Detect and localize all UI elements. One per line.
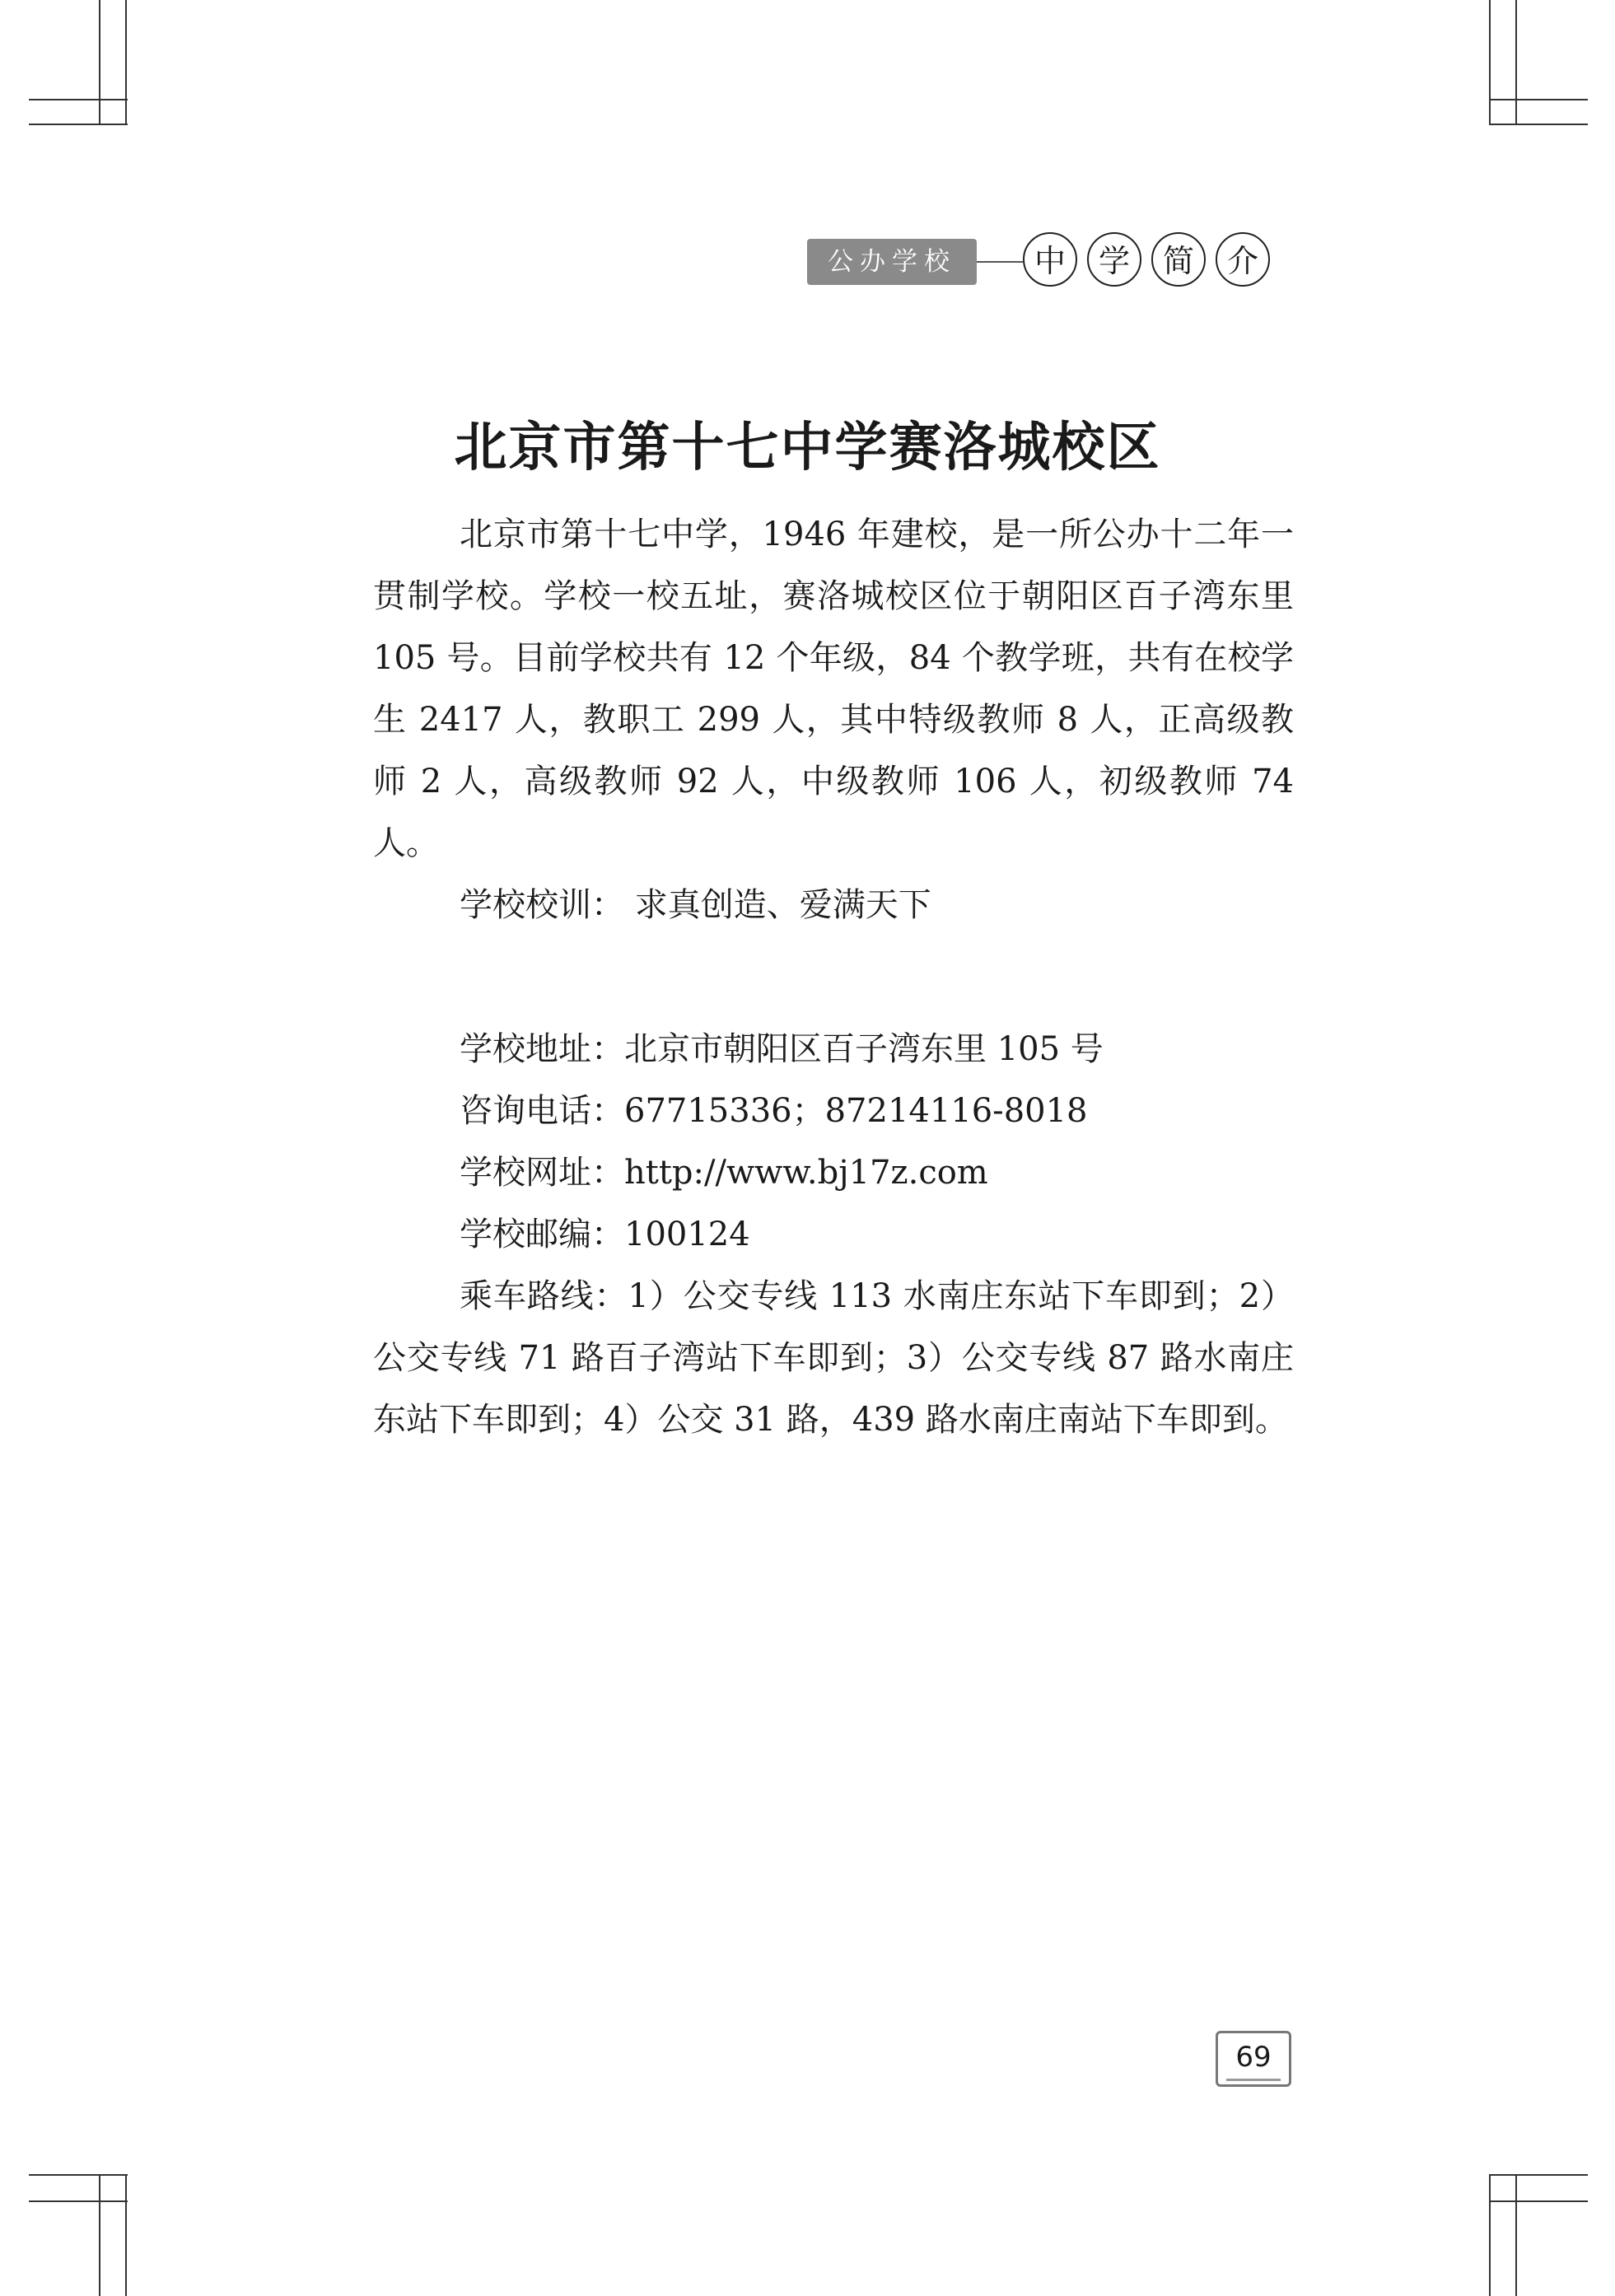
intro-paragraph: 北京市第十七中学，1946 年建校，是一所公办十二年一贯制学校。学校一校五址，赛洛城校区位于朝阳区百子湾东里 105 号。目前学校共有 12 个年级，84 个教学班，共有在校学生 2417 人，教职工 299 人，其中特级教师 8 人，正高级教师 2 人，高级教师 92 人，中级教师 106 人，初级教师 74 人。	[373, 516, 1294, 862]
school-address: 学校地址：北京市朝阳区百子湾东里 105 号	[460, 1030, 1104, 1068]
crop-mark	[29, 99, 128, 100]
crop-mark	[1489, 0, 1491, 124]
crop-mark	[99, 0, 100, 124]
page-title: 北京市第十七中学赛洛城校区	[454, 418, 1161, 478]
crop-mark	[29, 2174, 128, 2176]
crop-mark	[1515, 0, 1517, 124]
contact-phone: 咨询电话：67715336；87214116-8018	[460, 1092, 1088, 1130]
section-char: 简	[1151, 232, 1206, 287]
section-title	[1023, 232, 1270, 287]
section-char: 介	[1216, 232, 1270, 287]
crop-mark	[29, 2200, 128, 2202]
category-badge: 公办学校	[807, 239, 977, 285]
body-text	[373, 504, 1294, 1451]
school-motto: 学校校训： 求真创造、爱满天下	[460, 886, 931, 924]
crop-mark	[1489, 99, 1588, 100]
crop-mark	[29, 124, 128, 125]
section-char: 中	[1023, 232, 1077, 287]
postal-code: 学校邮编：100124	[460, 1216, 750, 1253]
crop-mark	[1489, 2200, 1588, 2202]
crop-mark	[99, 2174, 100, 2296]
crop-mark	[1515, 2174, 1517, 2296]
crop-mark	[1489, 2174, 1491, 2296]
section-char: 学	[1087, 232, 1141, 287]
header-connector-line	[977, 261, 1023, 263]
bus-routes: 乘车路线：1）公交专线 113 水南庄东站下车即到；2）公交专线 71 路百子湾站下车即到；3）公交专线 87 路水南庄东站下车即到；4）公交 31 路，439 路水南庄南站下车即到。	[373, 1277, 1294, 1439]
crop-mark	[125, 2174, 127, 2296]
school-website: 学校网址：http://www.bj17z.com	[460, 1154, 988, 1192]
crop-mark	[1489, 2174, 1588, 2176]
page-number: 69	[1216, 2031, 1291, 2087]
crop-mark	[1489, 124, 1588, 125]
crop-mark	[125, 0, 127, 124]
